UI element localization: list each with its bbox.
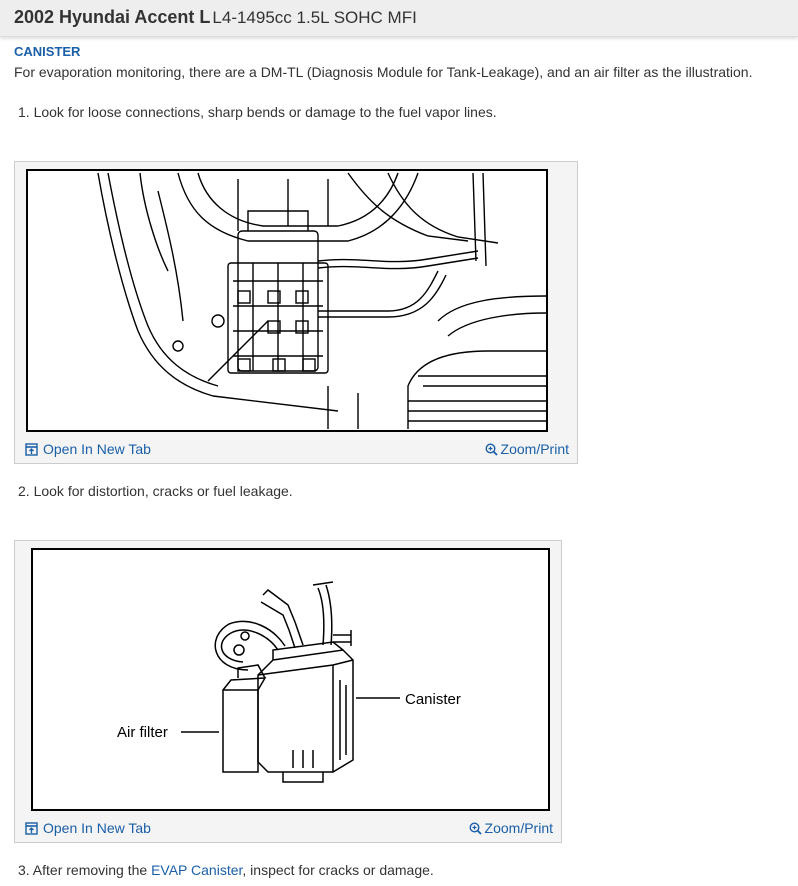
open-in-new-tab-label: Open In New Tab [43,441,151,457]
step-3-suffix: , inspect for cracks or damage. [242,862,434,878]
header-bar [0,0,798,37]
engine-spec: L4-1495cc 1.5L SOHC MFI [212,8,417,27]
page-title [14,7,417,28]
zoom-print-label: Zoom/Print [484,820,553,836]
zoom-print-label: Zoom/Print [500,441,569,457]
air-filter-label: Air filter [117,724,168,741]
vehicle-title: 2002 Hyundai Accent L [14,7,211,27]
step-2: 2. Look for distortion, cracks or fuel leakage. [18,483,293,499]
open-in-new-tab-icon [25,822,38,835]
zoom-print-link[interactable] [469,820,553,836]
figure-2 [14,540,562,843]
canister-label: Canister [405,691,461,708]
open-in-new-tab-link[interactable] [25,820,151,836]
section-title: CANISTER [14,44,81,59]
step-3 [18,862,434,878]
figure-1-toolbar [15,433,577,463]
figure-2-toolbar [15,812,561,842]
step-1: 1. Look for loose connections, sharp bends or damage to the fuel vapor lines. [18,104,497,120]
zoom-print-link[interactable] [485,441,569,457]
open-in-new-tab-icon [25,443,38,456]
open-in-new-tab-link[interactable] [25,441,151,457]
zoom-icon [485,443,498,456]
intro-text: For evaporation monitoring, there are a DM-TL (Diagnosis Module for Tank-Leakage), and an air filter as the illustration. [14,64,753,80]
open-in-new-tab-label: Open In New Tab [43,820,151,836]
canister-drawing [33,550,548,809]
engine-bay-illustration [26,169,548,432]
step-3-prefix: 3. After removing the [18,862,152,878]
engine-bay-drawing [28,171,546,430]
evap-canister-link[interactable]: EVAP Canister [151,862,243,878]
canister-illustration [31,548,550,811]
figure-1 [14,161,578,464]
zoom-icon [469,822,482,835]
